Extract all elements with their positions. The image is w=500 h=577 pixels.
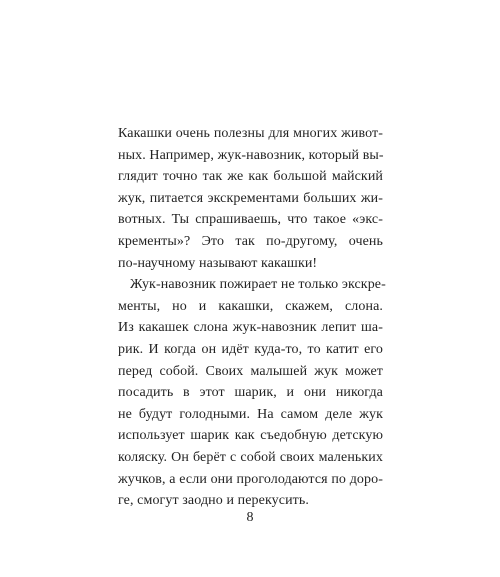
text-line: рик. И когда он идёт куда-то, то катит его: [118, 341, 383, 357]
body-text: [118, 123, 386, 512]
text-line: ных. Например, жук-навозник, который вы-: [118, 147, 384, 163]
text-line: Из какашек слона жук-навозник лепит ша-: [118, 320, 383, 336]
text-line: коляску. Он берёт с собой своих маленьких: [118, 449, 383, 465]
text-line: ге, смогут заодно и перекусить.: [118, 493, 309, 509]
text-line: глядит точно так же как большой майский: [118, 169, 383, 185]
text-line: Какашки очень полезны для многих живот-: [118, 126, 383, 141]
paragraph-1: [118, 123, 383, 274]
paragraph-2: [118, 274, 386, 512]
text-line: менты, но и какашки, скажем, слона.: [118, 298, 383, 314]
text-line: посадить в этот шарик, и они никогда: [118, 385, 383, 401]
text-line: кременты»? Это так по-другому, очень: [118, 233, 383, 249]
text-line: жук, питается экскрементами больших жи-: [118, 190, 383, 206]
text-line: жучков, а если они проголодаются по доро-: [118, 471, 383, 487]
page-number: 8: [246, 510, 254, 525]
text-line: Жук-навозник пожирает не только экскре-: [130, 277, 386, 293]
text-line: по-научному называют какашки!: [118, 255, 318, 271]
text-line: не будут голодными. На самом деле жук: [118, 406, 383, 422]
text-line: вотных. Ты спрашиваешь, что такое «экс-: [118, 212, 383, 228]
text-line: перед собой. Своих малышей жук может: [118, 363, 383, 379]
text-line: использует шарик как съедобную детскую: [118, 428, 383, 444]
